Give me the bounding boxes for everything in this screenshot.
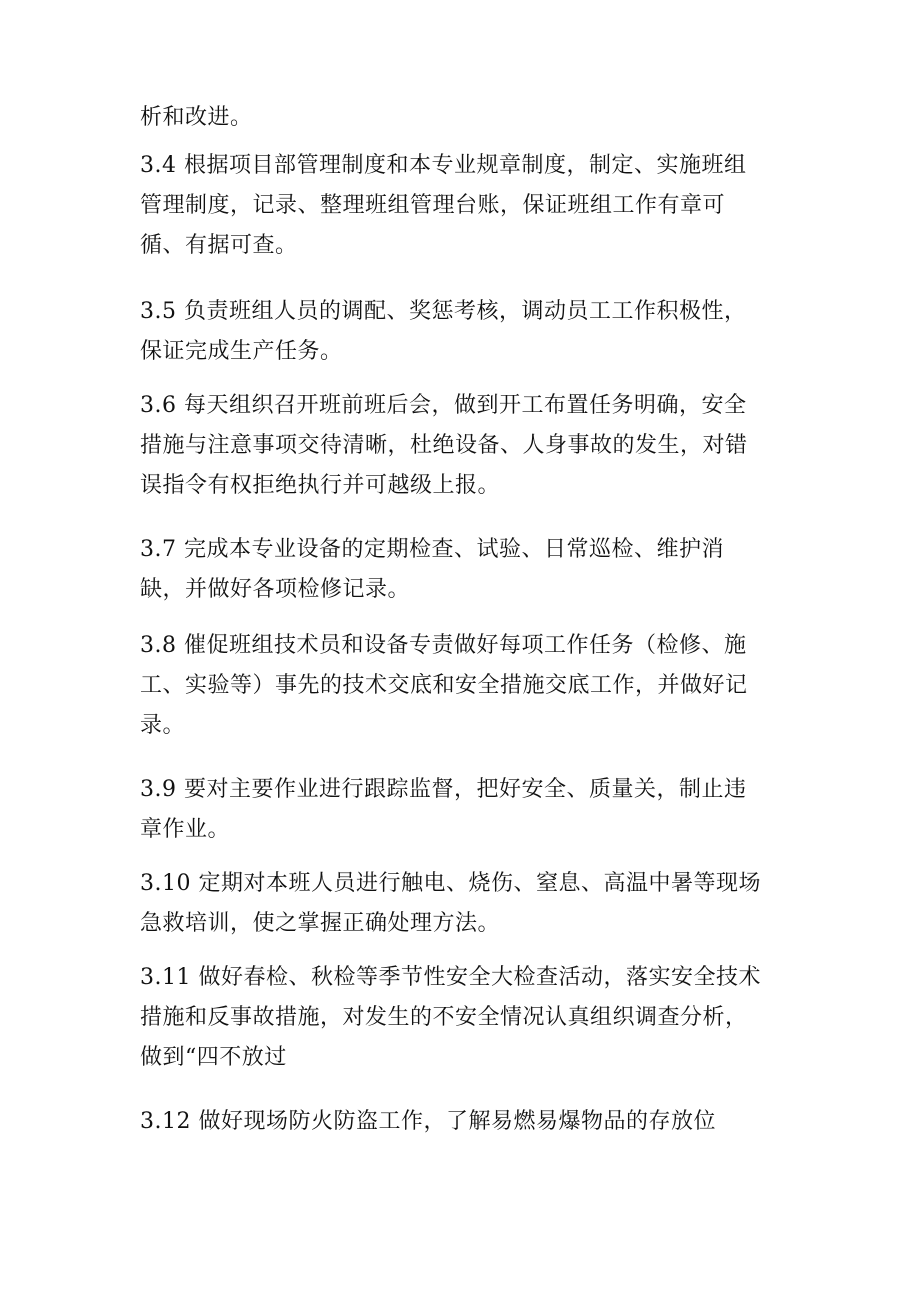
text-line: 工、实验等）事先的技术交底和安全措施交底工作，并做好记 [140, 673, 748, 698]
paragraph-3-12 [140, 1102, 800, 1142]
text-line: 3.9 要对主要作业进行跟踪监督，把好安全、质量关，制止违 [140, 777, 747, 802]
text-line: 管理制度，记录、整理班组管理台账，保证班组工作有章可 [140, 193, 726, 218]
text-line: 章作业。 [140, 817, 231, 842]
text-line: 3.6 每天组织召开班前班后会，做到开工布置任务明确，安全 [140, 393, 747, 418]
text-line: 3.7 完成本专业设备的定期检查、试验、日常巡检、维护消 [140, 537, 724, 562]
text-line: 循、有据可查。 [140, 233, 298, 258]
paragraph-continuation [140, 98, 800, 138]
text-line: 措施与注意事项交待清晰，杜绝设备、人身事故的发生，对错 [140, 433, 748, 458]
paragraph-3-4 [140, 146, 800, 266]
text-line: 3.5 负责班组人员的调配、奖惩考核，调动员工工作积极性， [140, 299, 747, 324]
text-line: 析和改进。 [140, 105, 253, 130]
text-line: 3.11 做好春检、秋检等季节性安全大检查活动，落实安全技术 [140, 965, 761, 990]
text-line: 缺，并做好各项检修记录。 [140, 577, 411, 602]
text-line: 急救培训，使之掌握正确处理方法。 [140, 911, 501, 936]
text-line: 录。 [140, 713, 186, 738]
paragraph-3-6 [140, 386, 800, 506]
paragraph-3-11 [140, 958, 800, 1078]
text-line: 误指令有权拒绝执行并可越级上报。 [140, 473, 501, 498]
paragraph-3-5 [140, 292, 800, 372]
text-line: 3.4 根据项目部管理制度和本专业规章制度，制定、实施班组 [140, 153, 747, 178]
text-line: 措施和反事故措施，对发生的不安全情况认真组织调查分析， [140, 1005, 748, 1030]
text-line: 3.12 做好现场防火防盗工作，了解易燃易爆物品的存放位 [140, 1109, 716, 1134]
text-line: 3.10 定期对本班人员进行触电、烧伤、窒息、高温中暑等现场 [140, 871, 761, 896]
paragraph-3-8 [140, 626, 800, 746]
text-line: 3.8 催促班组技术员和设备专责做好每项工作任务（检修、施 [140, 633, 747, 658]
paragraph-3-7 [140, 530, 800, 610]
text-line: 保证完成生产任务。 [140, 339, 343, 364]
paragraph-3-9 [140, 770, 800, 850]
text-line: 做到“四不放过 [140, 1045, 287, 1070]
paragraph-3-10 [140, 864, 800, 944]
